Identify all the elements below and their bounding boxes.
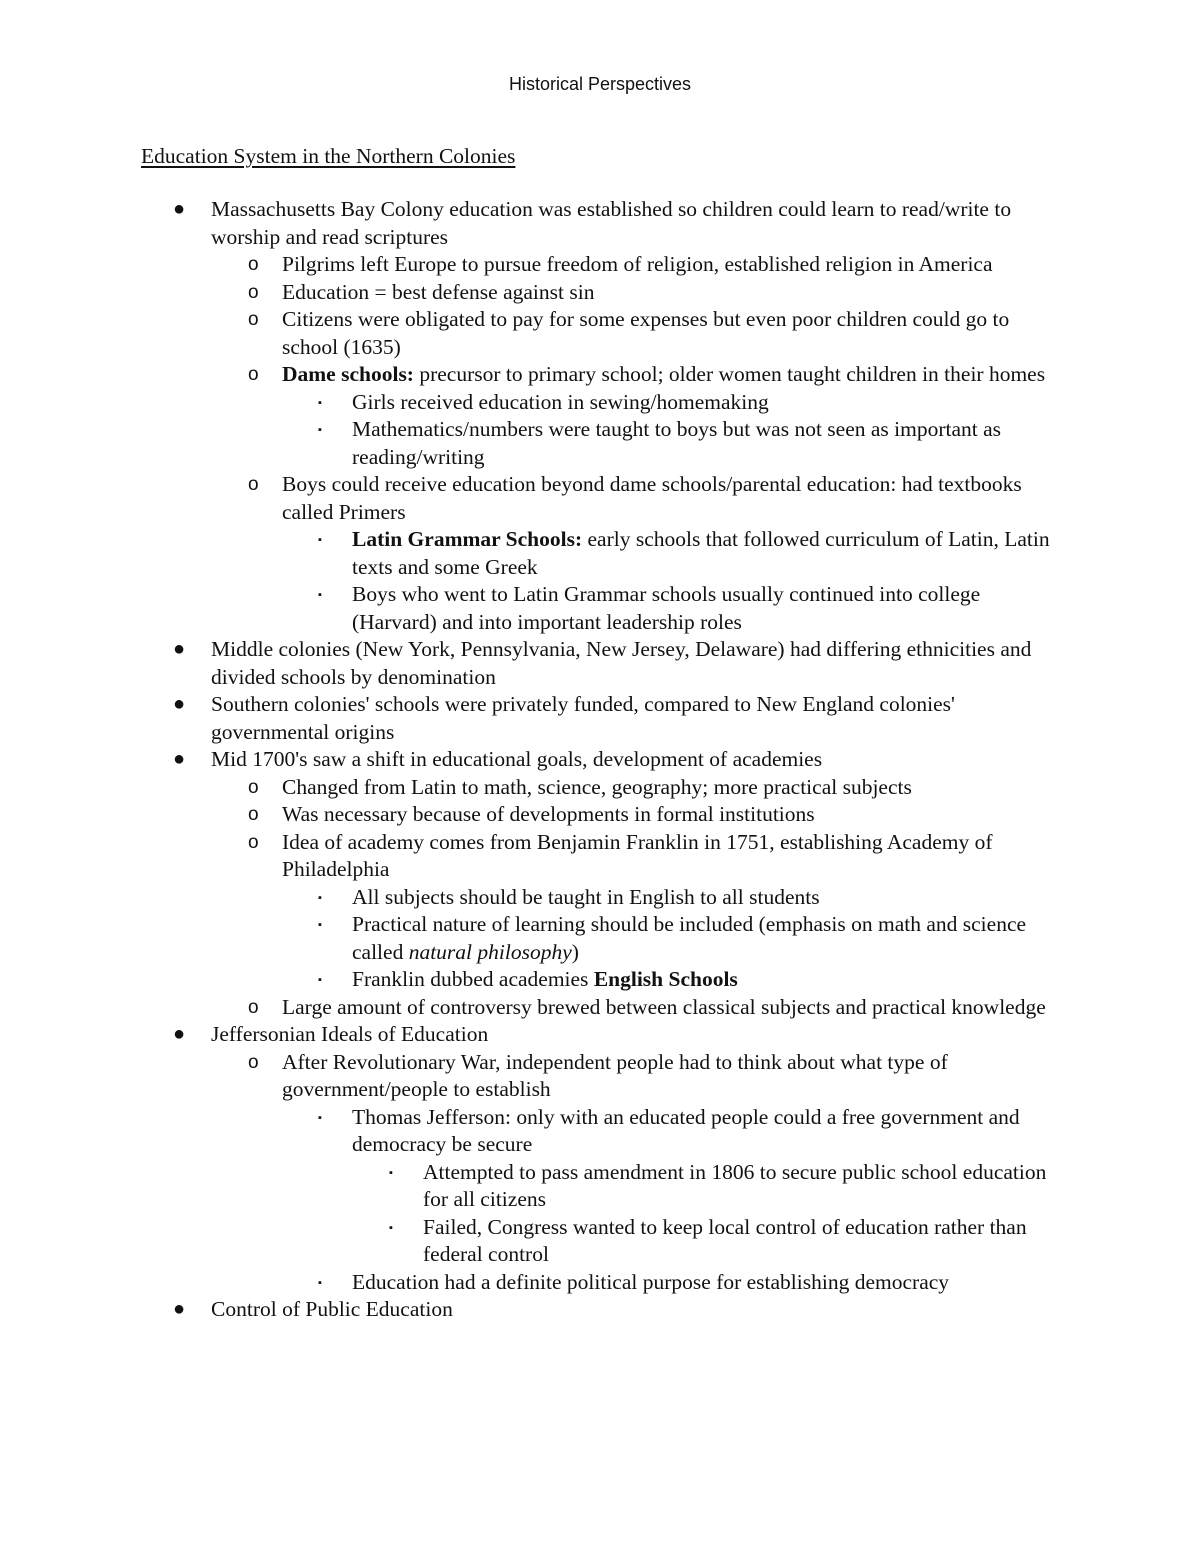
square-marker: ▪	[318, 974, 322, 986]
circle-marker: o	[248, 364, 259, 385]
bullet-marker: ●	[173, 638, 186, 660]
circle-marker: o	[248, 254, 259, 275]
list-item	[248, 251, 1062, 279]
list-item	[248, 829, 1062, 884]
outline-list	[0, 196, 1200, 1324]
bullet-marker: ●	[173, 748, 186, 770]
item-text: Thomas Jefferson: only with an educated people could a free government and democracy be secure	[352, 1104, 1020, 1156]
list-item	[318, 1104, 1062, 1159]
circle-marker: o	[248, 776, 259, 798]
term-latin-grammar-schools: Latin Grammar Schools:	[352, 527, 583, 551]
square-marker: ▪	[318, 891, 322, 904]
list-item	[173, 196, 1062, 251]
term-english-schools: English Schools	[593, 967, 738, 991]
square-marker: ▪	[389, 1221, 393, 1234]
square-marker: ▪	[389, 1166, 393, 1179]
list-item	[318, 884, 1062, 912]
square-marker: ▪	[318, 534, 322, 546]
circle-marker: o	[248, 281, 259, 303]
term-dame-schools: Dame schools:	[282, 362, 414, 386]
item-text: Pilgrims left Europe to pursue freedom of religion, established religion in America	[282, 252, 993, 276]
item-text: Attempted to pass amendment in 1806 to secure public school education for all citizens	[423, 1159, 1047, 1211]
item-text: Boys who went to Latin Grammar schools usually continued into college (Harvard) and into important leadership roles	[352, 582, 981, 634]
list-item	[389, 1214, 1062, 1269]
term-natural-philosophy: natural philosophy	[408, 939, 572, 964]
item-text: Boys could receive education beyond dame schools/parental education: had textbooks called Primers	[282, 472, 1022, 524]
list-item	[318, 416, 1062, 471]
list-item	[318, 389, 1062, 417]
list-item	[248, 361, 1062, 389]
circle-marker: o	[248, 996, 259, 1018]
item-text: Changed from Latin to math, science, geography; more practical subjects	[282, 774, 912, 799]
item-text: early schools that followed curriculum of Latin, Latin texts and some Greek	[352, 527, 1050, 579]
list-item	[248, 279, 1062, 307]
square-marker: ▪	[318, 1111, 322, 1124]
item-text: )	[571, 939, 579, 964]
item-text: Franklin dubbed academies	[352, 967, 594, 991]
item-text: After Revolutionary War, independent people had to think about what type of government/people to establish	[282, 1049, 948, 1101]
bullet-marker: ●	[173, 1023, 186, 1045]
list-item	[318, 581, 1062, 636]
list-item	[248, 774, 1062, 802]
item-text: Mid 1700's saw a shift in educational goals, development of academies	[211, 747, 823, 771]
list-item	[173, 636, 1062, 691]
item-text: Education had a definite political purpose for establishing democracy	[352, 1269, 950, 1294]
list-item	[248, 1049, 1062, 1104]
list-item	[173, 691, 1062, 746]
list-item	[173, 1296, 1062, 1324]
bullet-marker: ●	[173, 198, 186, 220]
list-item	[248, 306, 1062, 361]
item-text: Jeffersonian Ideals of Education	[211, 1022, 489, 1046]
item-text: Citizens were obligated to pay for some expenses but even poor children could go to school (1635)	[282, 307, 1010, 359]
list-item	[248, 801, 1062, 829]
item-text: All subjects should be taught in English to all students	[352, 884, 820, 909]
square-marker: ▪	[318, 396, 322, 409]
list-item	[248, 994, 1062, 1022]
circle-marker: o	[248, 309, 259, 330]
list-item	[173, 1021, 1062, 1049]
list-item	[318, 911, 1062, 966]
item-text: Idea of academy comes from Benjamin Franklin in 1751, establishing Academy of Philadelphia	[282, 829, 993, 881]
list-item	[248, 471, 1062, 526]
square-marker: ▪	[318, 589, 322, 601]
circle-marker: o	[248, 831, 259, 853]
list-item	[173, 746, 1062, 774]
circle-marker: o	[248, 1051, 259, 1073]
item-text: Southern colonies' schools were privately funded, compared to New England colonies' governmental origins	[211, 692, 955, 744]
list-item	[318, 1269, 1062, 1297]
bullet-marker: ●	[173, 1298, 186, 1320]
item-text: precursor to primary school; older women taught children in their homes	[413, 362, 1046, 386]
item-text: Control of Public Education	[211, 1297, 453, 1321]
item-text: Failed, Congress wanted to keep local control of education rather than federal control	[423, 1214, 1027, 1266]
section-heading: Education System in the Northern Colonies	[141, 144, 516, 168]
list-item	[318, 966, 1062, 994]
list-item	[318, 526, 1062, 581]
item-text: Education = best defense against sin	[282, 279, 595, 304]
item-text: Massachusetts Bay Colony education was established so children could learn to read/write to worship and read scriptures	[211, 197, 1012, 249]
circle-marker: o	[248, 474, 259, 495]
item-text: Was necessary because of developments in formal institutions	[282, 802, 815, 826]
item-text: Large amount of controversy brewed between classical subjects and practical knowledge	[282, 994, 1046, 1019]
list-item	[389, 1159, 1062, 1214]
item-text: Middle colonies (New York, Pennsylvania, New Jersey, Delaware) had differing ethnicities and divided schools by denomination	[211, 637, 1032, 689]
circle-marker: o	[248, 804, 259, 825]
bullet-marker: ●	[173, 693, 186, 715]
square-marker: ▪	[318, 919, 322, 931]
item-text: Girls received education in sewing/homemaking	[352, 389, 769, 414]
item-text: Practical nature of learning should be included (emphasis on math and science called	[352, 912, 1027, 964]
square-marker: ▪	[318, 424, 322, 436]
square-marker: ▪	[318, 1276, 322, 1289]
document-title: Historical Perspectives	[508, 74, 692, 94]
item-text: Mathematics/numbers were taught to boys but was not seen as important as reading/writing	[352, 417, 1002, 469]
